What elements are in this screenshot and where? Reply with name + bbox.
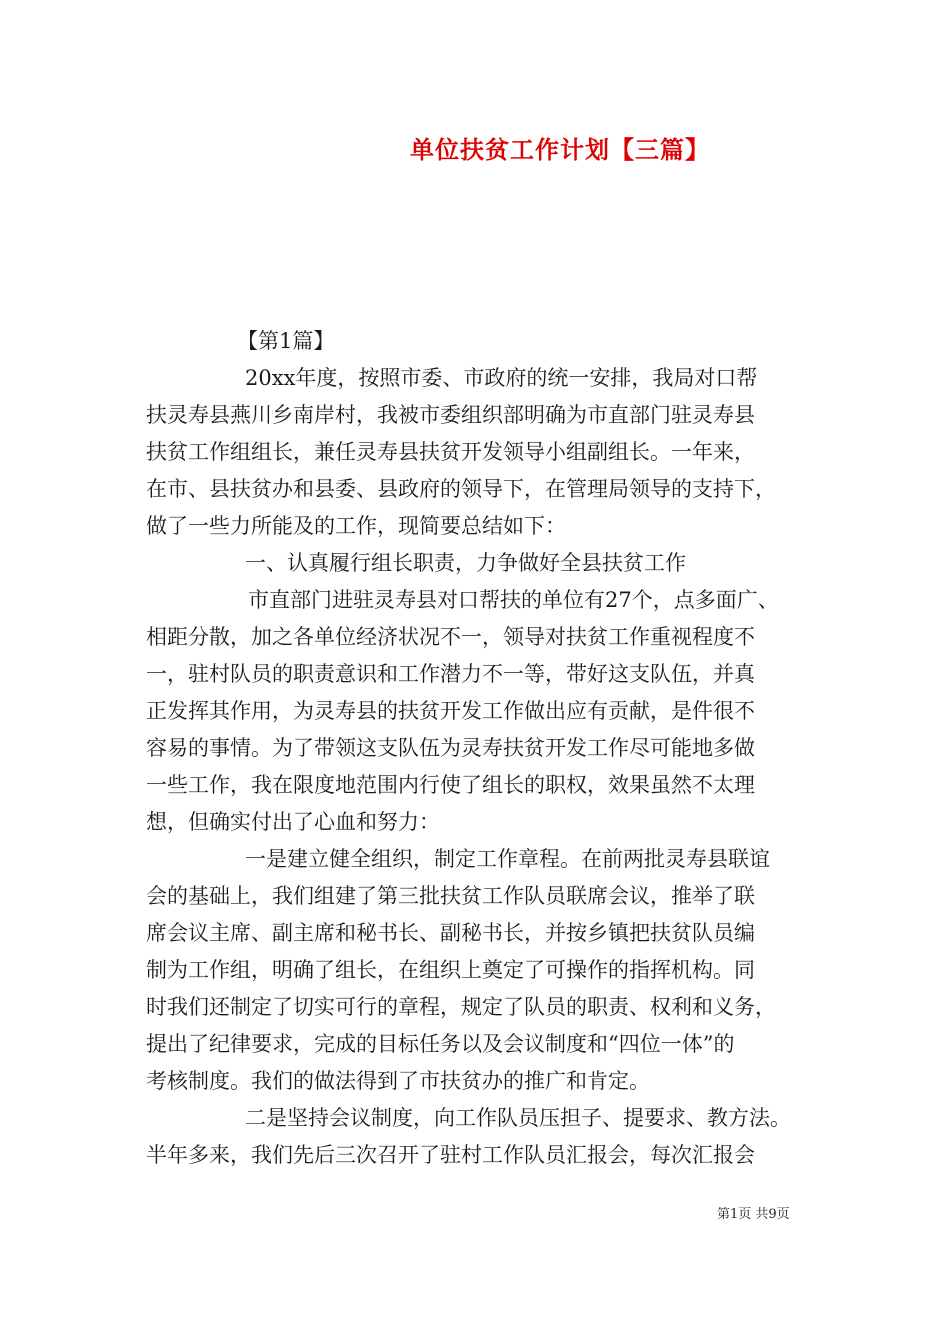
paragraph-line: 一些工作，我在限度地范围内行使了组长的职权，效果虽然不太理 bbox=[146, 773, 755, 797]
paragraph-line: 扶灵寿县燕川乡南岸村，我被市委组织部明确为市直部门驻灵寿县 bbox=[146, 403, 755, 427]
page-number: 第1页 共9页 bbox=[717, 1207, 790, 1222]
paragraph-line: 市直部门进驻灵寿县对口帮扶的单位有27个，点多面广、 bbox=[248, 588, 779, 612]
document-title: 单位扶贫工作计划【三篇】 bbox=[410, 135, 710, 164]
paragraph-line: 想，但确实付出了心血和努力： bbox=[146, 810, 440, 834]
paragraph-line: 考核制度。我们的做法得到了市扶贫办的推广和肯定。 bbox=[146, 1069, 650, 1093]
document-body bbox=[146, 323, 826, 1174]
paragraph-line: 制为工作组，明确了组长，在组织上奠定了可操作的指挥机构。同 bbox=[146, 958, 755, 982]
paragraph-line: 在市、县扶贫办和县委、县政府的领导下，在管理局领导的支持下， bbox=[146, 477, 776, 501]
paragraph-line: 会的基础上，我们组建了第三批扶贫工作队员联席会议，推举了联 bbox=[146, 884, 755, 908]
paragraph-line: 做了一些力所能及的工作，现简要总结如下： bbox=[146, 514, 566, 538]
paragraph-line: 一是建立健全组织，制定工作章程。在前两批灵寿县联谊 bbox=[245, 847, 770, 871]
paragraph-line: 时我们还制定了切实可行的章程，规定了队员的职责、权利和义务， bbox=[146, 995, 776, 1019]
paragraph-line: 正发挥其作用，为灵寿县的扶贫开发工作做出应有贡献，是件很不 bbox=[146, 699, 755, 723]
section-heading: 一、认真履行组长职责，力争做好全县扶贫工作 bbox=[245, 551, 686, 575]
section-label: 【第1篇】 bbox=[237, 329, 335, 353]
paragraph-line: 一，驻村队员的职责意识和工作潜力不一等，带好这支队伍，并真 bbox=[146, 662, 755, 686]
paragraph-line: 容易的事情。为了带领这支队伍为灵寿扶贫开发工作尽可能地多做 bbox=[146, 736, 755, 760]
paragraph-line: 席会议主席、副主席和秘书长、副秘书长，并按乡镇把扶贫队员编 bbox=[146, 921, 755, 945]
paragraph-line: 半年多来，我们先后三次召开了驻村工作队员汇报会，每次汇报会 bbox=[146, 1143, 755, 1167]
paragraph-line: 二是坚持会议制度，向工作队员压担子、提要求、教方法。 bbox=[245, 1106, 791, 1130]
paragraph-line: 20xx年度，按照市委、市政府的统一安排，我局对口帮 bbox=[245, 366, 758, 390]
paragraph-line: 相距分散，加之各单位经济状况不一，领导对扶贫工作重视程度不 bbox=[146, 625, 755, 649]
paragraph-line: 提出了纪律要求，完成的目标任务以及会议制度和“四位一体”的 bbox=[146, 1032, 735, 1056]
paragraph-line: 扶贫工作组组长，兼任灵寿县扶贫开发领导小组副组长。一年来， bbox=[146, 440, 755, 464]
